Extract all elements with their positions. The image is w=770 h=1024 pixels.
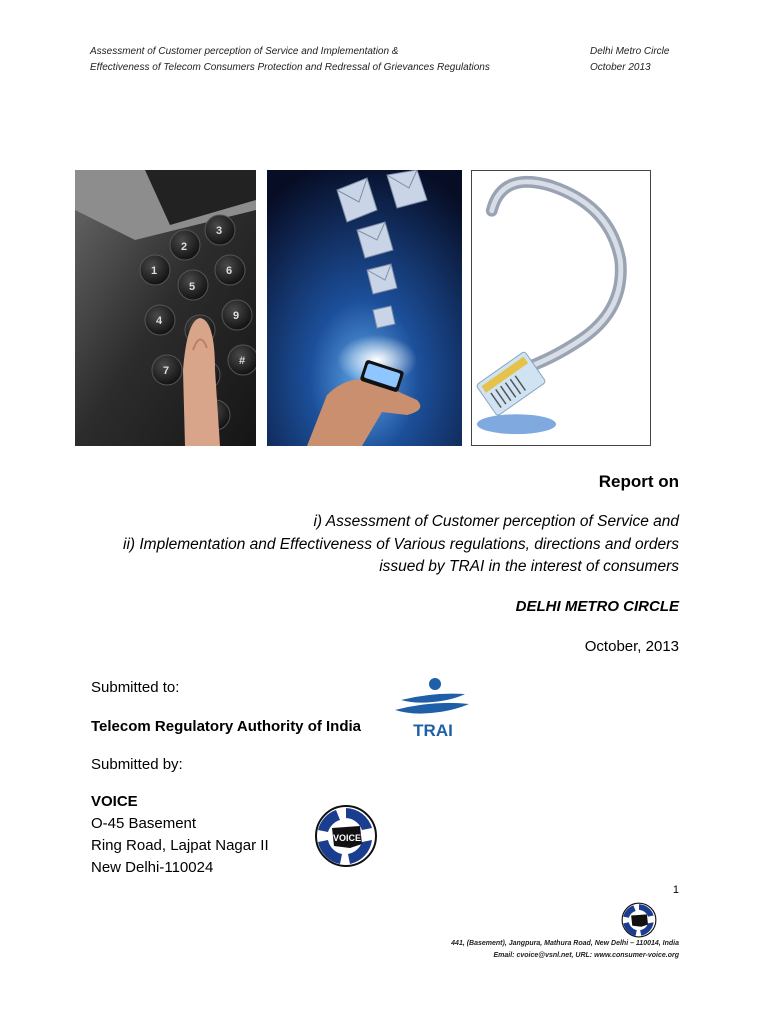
header-title-line2: Effectiveness of Telecom Consumers Protection and Redressal of Grievances Regulations	[90, 62, 490, 73]
header-title	[90, 44, 490, 76]
subject-line3: issued by TRAI in the interest of consumers	[379, 558, 679, 575]
address-line2: Ring Road, Lajpat Nagar II	[91, 837, 269, 854]
svg-text:5: 5	[189, 281, 196, 293]
header-meta	[590, 44, 669, 76]
svg-text:9: 9	[233, 310, 240, 322]
svg-text:7: 7	[163, 365, 170, 377]
submitted-to-label: Submitted to:	[91, 679, 180, 696]
subject-line2: ii) Implementation and Effectiveness of Various regulations, directions and orders	[123, 535, 679, 553]
submitted-by-block	[91, 791, 269, 879]
footer-voice-logo-icon	[621, 902, 657, 938]
report-date: October, 2013	[584, 638, 679, 655]
hand-phone-envelopes-photo	[267, 170, 462, 446]
submitted-by-label: Submitted by:	[91, 756, 183, 773]
report-subject	[59, 511, 679, 579]
submitted-by-org: VOICE	[91, 793, 138, 810]
voice-logo-text: VOICE	[332, 833, 362, 843]
circle-name: DELHI METRO CIRCLE	[515, 598, 679, 615]
svg-text:3: 3	[216, 225, 223, 237]
network-cable-photo	[471, 170, 651, 446]
address-line1: O-45 Basement	[91, 815, 197, 832]
footer-contact: Email: cvoice@vsnl.net, URL: www.consumer-voice.org	[493, 952, 679, 959]
trai-logo-icon	[393, 678, 473, 740]
svg-text:#: #	[239, 355, 246, 367]
footer-address: 441, (Basement), Jangpura, Mathura Road, New Delhi – 110014, India	[451, 940, 679, 947]
svg-text:2: 2	[181, 241, 188, 253]
submitted-to-org: Telecom Regulatory Authority of India	[91, 718, 362, 735]
header-title-line1: Assessment of Customer perception of Service and Implementation &	[90, 46, 399, 57]
svg-text:6: 6	[226, 265, 233, 277]
header-circle: Delhi Metro Circle	[590, 46, 670, 57]
phone-keypad-photo	[75, 170, 256, 446]
page-number: 1	[672, 884, 679, 896]
trai-logo-text: TRAI	[413, 721, 453, 740]
report-heading: Report on	[598, 472, 679, 491]
header-date: October 2013	[590, 62, 651, 73]
svg-text:4: 4	[156, 315, 163, 327]
subject-line1: i) Assessment of Customer perception of Service and	[313, 513, 679, 530]
voice-logo-icon	[314, 804, 378, 868]
svg-text:1: 1	[151, 265, 158, 277]
footer	[451, 938, 679, 962]
address-line3: New Delhi-110024	[91, 859, 214, 876]
